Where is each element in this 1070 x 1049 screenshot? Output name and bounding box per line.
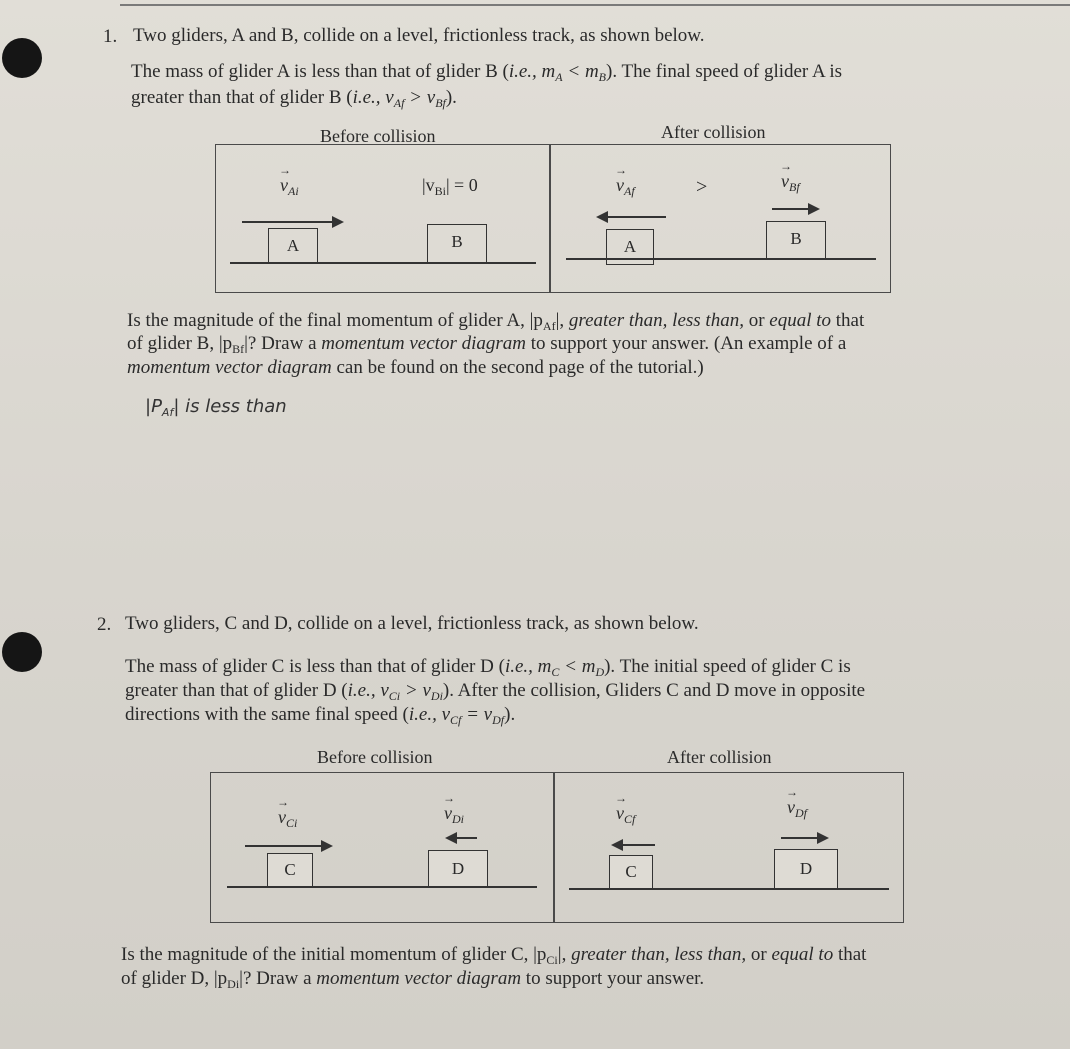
q2-intro: Two gliders, C and D, collide on a level, frictionless track, as shown below. xyxy=(125,613,699,634)
q1-glider-b-before: B xyxy=(427,224,487,264)
q2-question-line1: Is the magnitude of the initial momentum of glider C, $|p_{Ci}|$, greater than, less than, or equal to that xyxy=(121,944,867,967)
q1-v-ai-arrow-icon xyxy=(242,221,342,223)
q1-v-bf-label: → $v_{Bf}$ xyxy=(781,171,800,195)
q2-v-df-arrow-icon xyxy=(781,837,827,839)
q2-track-after xyxy=(569,888,889,890)
q2-after-label: After collision xyxy=(667,747,772,767)
q1-glider-a-before: A xyxy=(268,228,318,264)
q1-divider xyxy=(549,145,551,292)
q2-glider-d-before: D xyxy=(428,850,488,887)
top-rule xyxy=(120,4,1070,6)
q1-track-after xyxy=(566,258,876,260)
q2-number: 2. xyxy=(97,614,112,635)
q1-before-label: Before collision xyxy=(320,126,436,146)
q2-mass-line: The mass of glider C is less than that of glider D (i.e., $m_C < m_D$). The initial speed of glider C is xyxy=(125,656,851,679)
q1-v-ai-label: → $v_{Ai}$ xyxy=(280,175,299,199)
q1-v-bf-arrow-icon xyxy=(772,208,818,210)
q1-question-line2: of glider B, $|p_{Bf}|$? Draw a momentum vector diagram to support your answer. (An example of a xyxy=(127,333,847,356)
q2-direction-line: directions with the same final speed (i.e., $v_{Cf} = v_{Df}$). xyxy=(125,704,516,727)
q1-diagram xyxy=(215,144,891,293)
binder-hole-bottom xyxy=(2,632,42,672)
q2-v-cf-label: → $v_{Cf}$ xyxy=(616,803,635,827)
q2-diagram xyxy=(210,772,904,923)
q1-track-before xyxy=(230,262,536,264)
q1-speed-line: greater than that of glider B (i.e., $v_{Af} > v_{Bf}$). xyxy=(131,87,457,110)
q1-question-line3: momentum vector diagram can be found on the second page of the tutorial.) xyxy=(127,357,704,378)
q1-v-af-label: → $v_{Af}$ xyxy=(616,175,635,199)
q2-divider xyxy=(553,773,555,922)
q1-glider-b-after: B xyxy=(766,221,826,260)
q2-v-di-arrow-icon xyxy=(447,837,477,839)
q1-after-label: After collision xyxy=(661,122,766,142)
q2-v-cf-arrow-icon xyxy=(613,844,655,846)
q2-question-line2: of glider D, $|p_{Di}|$? Draw a momentum vector diagram to support your answer. xyxy=(121,968,705,991)
q1-mass-line: The mass of glider A is less than that of glider B (i.e., $m_A < m_B$). The final speed of glider A is xyxy=(131,61,843,84)
q1-question-line1: Is the magnitude of the final momentum of glider A, $|p_{Af}|$, greater than, less than, or equal to that xyxy=(127,310,865,333)
q2-v-ci-label: → $v_{Ci}$ xyxy=(278,807,297,831)
q2-glider-d-after: D xyxy=(774,849,838,889)
q1-intro: Two gliders, A and B, collide on a level, frictionless track, as shown below. xyxy=(133,25,705,46)
q1-v-bi-label: $|v_{Bi}| = 0$ xyxy=(422,175,478,198)
q2-v-di-label: → $v_{Di}$ xyxy=(444,803,464,827)
q2-track-before xyxy=(227,886,537,888)
q2-v-df-label: → $v_{Df}$ xyxy=(787,797,807,821)
q2-before-label: Before collision xyxy=(317,747,433,767)
q1-v-af-arrow-icon xyxy=(598,216,666,218)
q1-glider-a-after: A xyxy=(606,229,654,265)
q1-handwritten-answer: $|P_{Af}|$ is less than xyxy=(145,396,287,419)
q2-v-ci-arrow-icon xyxy=(245,845,331,847)
q2-glider-c-after: C xyxy=(609,855,653,889)
q1-number: 1. xyxy=(103,26,118,47)
q1-greater-symbol: > xyxy=(696,176,708,198)
q2-speed-line: greater than that of glider D (i.e., $v_{Ci} > v_{Di}$). After the collision, Gliders C and D move in opposite xyxy=(125,680,866,703)
binder-hole-top xyxy=(2,38,42,78)
q2-glider-c-before: C xyxy=(267,853,313,887)
